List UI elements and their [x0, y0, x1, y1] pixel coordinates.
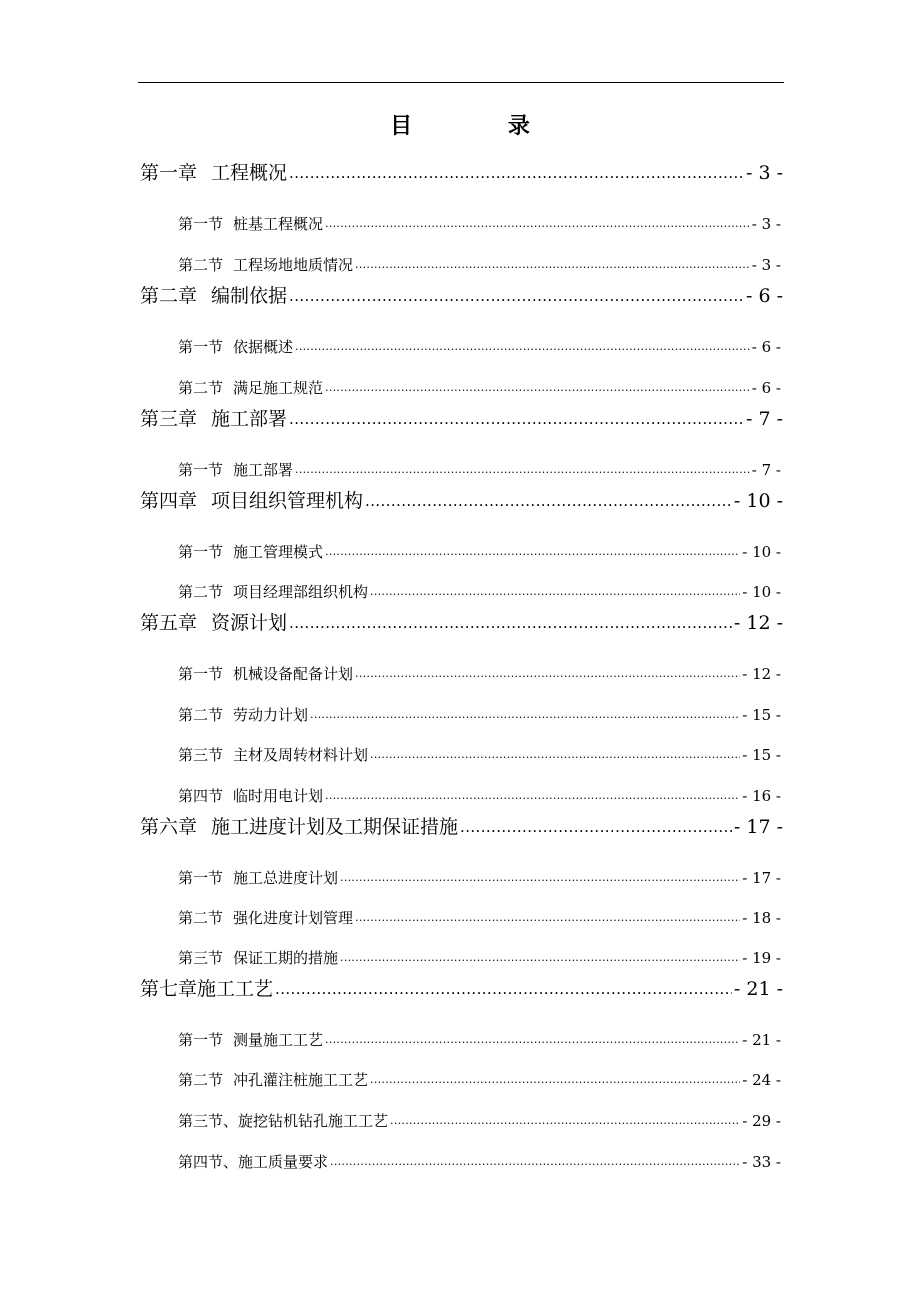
- toc-dot-leader: [325, 1028, 740, 1052]
- toc-entry-text: 强化进度计划管理: [233, 909, 354, 927]
- toc-entry-number: 第六章: [140, 816, 198, 838]
- toc-section-entry[interactable]: [178, 253, 781, 277]
- toc-entry-label: [178, 662, 353, 686]
- toc-entry-text: 保证工期的措施: [233, 949, 339, 967]
- toc-page-number: - 10 -: [742, 543, 781, 561]
- toc-page-number: - 19 -: [742, 949, 781, 967]
- toc-entry-number: 第一节: [178, 665, 224, 683]
- toc-entry-text: 施工管理模式: [233, 543, 324, 561]
- toc-entry-label: [178, 946, 338, 970]
- toc-entry-text: 施工部署: [233, 461, 294, 479]
- toc-page-number: - 17 -: [733, 816, 783, 838]
- toc-section-entry[interactable]: [178, 703, 781, 727]
- toc-page-number: - 7 -: [751, 461, 781, 479]
- toc-entry-number: 第二节: [178, 909, 224, 927]
- toc-entry-number: 第二章: [140, 285, 198, 307]
- toc-section-entry[interactable]: [178, 866, 781, 890]
- toc-dot-leader: [355, 906, 740, 930]
- toc-dot-leader: [390, 1109, 740, 1133]
- toc-section-entry[interactable]: [178, 784, 781, 808]
- toc-entry-text: 冲孔灌注桩施工工艺: [233, 1071, 369, 1089]
- toc-entry-text: 依据概述: [233, 338, 294, 356]
- toc-entry-label: [178, 703, 308, 727]
- toc-page-number: - 6 -: [751, 379, 781, 397]
- toc-entry-number: 第一节: [178, 338, 224, 356]
- toc-entry-label: [178, 1068, 368, 1092]
- toc-chapter-entry[interactable]: [140, 486, 783, 516]
- toc-entry-label: [178, 540, 323, 564]
- toc-section-entry[interactable]: [178, 335, 781, 359]
- toc-dot-leader: [275, 974, 732, 1004]
- toc-entry-text: 项目经理部组织机构: [233, 583, 369, 601]
- toc-entry-number: 第一节: [178, 869, 224, 887]
- toc-entry-text: 工程概况: [211, 162, 288, 184]
- toc-dot-leader: [355, 662, 740, 686]
- toc-dot-leader: [330, 1150, 740, 1174]
- toc-page-number: - 24 -: [742, 1071, 781, 1089]
- toc-page-number: - 29 -: [742, 1112, 781, 1130]
- toc-section-entry[interactable]: [178, 1150, 781, 1174]
- toc-page-number: - 15 -: [742, 746, 781, 764]
- toc-dot-leader: [365, 486, 732, 516]
- toc-entry-number: 第三节、: [178, 1112, 239, 1130]
- toc-dot-leader: [289, 608, 732, 638]
- toc-entry-text: 施工部署: [211, 408, 288, 430]
- toc-entry-label: [178, 1028, 323, 1052]
- toc-chapter-entry[interactable]: [140, 608, 783, 638]
- toc-entry-number: 第七章: [140, 978, 198, 1000]
- toc-entry-label: [140, 281, 287, 311]
- toc-entry-number: 第四章: [140, 490, 198, 512]
- toc-entry-label: [178, 253, 353, 277]
- toc-entry-number: 第一章: [140, 162, 198, 184]
- toc-dot-leader: [289, 404, 744, 434]
- toc-entry-number: 第二节: [178, 706, 224, 724]
- toc-dot-leader: [370, 1068, 740, 1092]
- toc-entry-text: 工程场地地质情况: [233, 256, 354, 274]
- toc-section-entry[interactable]: [178, 376, 781, 400]
- toc-section-entry[interactable]: [178, 662, 781, 686]
- toc-entry-label: [178, 212, 323, 236]
- toc-section-entry[interactable]: [178, 458, 781, 482]
- toc-entry-number: 第二节: [178, 256, 224, 274]
- toc-entry-number: 第二节: [178, 379, 224, 397]
- toc-entry-text: 施工总进度计划: [233, 869, 339, 887]
- toc-entry-label: [140, 812, 458, 842]
- toc-entry-number: 第一节: [178, 1031, 224, 1049]
- toc-entry-number: 第四节: [178, 787, 224, 805]
- toc-entry-label: [178, 335, 293, 359]
- toc-page-number: - 33 -: [742, 1153, 781, 1171]
- toc-section-entry[interactable]: [178, 946, 781, 970]
- toc-section-entry[interactable]: [178, 1109, 781, 1133]
- toc-entry-number: 第四节、: [178, 1153, 239, 1171]
- toc-entry-label: [140, 158, 287, 188]
- toc-dot-leader: [310, 703, 740, 727]
- toc-page-number: - 21 -: [733, 978, 783, 1000]
- toc-page-number: - 12 -: [742, 665, 781, 683]
- toc-dot-leader: [295, 335, 750, 359]
- toc-page-number: - 10 -: [733, 490, 783, 512]
- toc-entry-number: 第一节: [178, 215, 224, 233]
- toc-dot-leader: [460, 812, 732, 842]
- toc-entry-label: [140, 404, 287, 434]
- toc-entry-label: [178, 1109, 388, 1133]
- toc-dot-leader: [325, 784, 740, 808]
- toc-page-number: - 3 -: [745, 162, 783, 184]
- toc-entry-number: 第三章: [140, 408, 198, 430]
- toc-entry-label: [178, 1150, 328, 1174]
- toc-page-number: - 21 -: [742, 1031, 781, 1049]
- toc-chapter-entry[interactable]: [140, 281, 783, 311]
- toc-page-number: - 16 -: [742, 787, 781, 805]
- toc-entry-number: 第二节: [178, 583, 224, 601]
- toc-entry-label: [178, 866, 338, 890]
- toc-entry-label: [140, 486, 363, 516]
- toc-page-number: - 15 -: [742, 706, 781, 724]
- toc-entry-label: [178, 458, 293, 482]
- toc-dot-leader: [340, 866, 740, 890]
- toc-dot-leader: [370, 580, 740, 604]
- toc-dot-leader: [340, 946, 740, 970]
- toc-entry-text: 编制依据: [211, 285, 288, 307]
- toc-chapter-entry[interactable]: [140, 974, 783, 1004]
- toc-page-number: - 7 -: [745, 408, 783, 430]
- toc-entry-number: 第五章: [140, 612, 198, 634]
- toc-section-entry[interactable]: [178, 743, 781, 767]
- toc-entry-text: 桩基工程概况: [233, 215, 324, 233]
- toc-page-number: - 18 -: [742, 909, 781, 927]
- toc-section-entry[interactable]: [178, 212, 781, 236]
- toc-entry-label: [178, 784, 323, 808]
- toc-dot-leader: [325, 540, 740, 564]
- toc-entry-number: 第一节: [178, 543, 224, 561]
- toc-page-number: - 3 -: [751, 215, 781, 233]
- toc-entry-number: 第一节: [178, 461, 224, 479]
- toc-entry-label: [140, 608, 287, 638]
- toc-dot-leader: [355, 253, 750, 277]
- toc-page-number: - 10 -: [742, 583, 781, 601]
- toc-entry-text: 测量施工工艺: [233, 1031, 324, 1049]
- toc-section-entry[interactable]: [178, 906, 781, 930]
- toc-section-entry[interactable]: [178, 1068, 781, 1092]
- page-title: 目 录: [390, 114, 574, 139]
- toc-entry-text: 资源计划: [211, 612, 288, 634]
- toc-dot-leader: [295, 458, 750, 482]
- toc-dot-leader: [289, 158, 744, 188]
- toc-entry-text: 主材及周转材料计划: [233, 746, 369, 764]
- toc-chapter-entry[interactable]: [140, 404, 783, 434]
- toc-entry-text: 施工质量要求: [238, 1153, 329, 1171]
- toc-entry-text: 施工工艺: [197, 978, 274, 1000]
- toc-entry-text: 施工进度计划及工期保证措施: [211, 816, 459, 838]
- toc-entry-text: 旋挖钻机钻孔施工工艺: [238, 1112, 389, 1130]
- toc-dot-leader: [370, 743, 740, 767]
- toc-dot-leader: [325, 212, 750, 236]
- toc-entry-text: 劳动力计划: [233, 706, 309, 724]
- toc-section-entry[interactable]: [178, 1028, 781, 1052]
- toc-entry-label: [140, 974, 273, 1004]
- toc-entry-label: [178, 580, 368, 604]
- toc-entry-label: [178, 906, 353, 930]
- toc-dot-leader: [289, 281, 744, 311]
- toc-dot-leader: [325, 376, 750, 400]
- toc-chapter-entry[interactable]: [140, 812, 783, 842]
- toc-entry-text: 临时用电计划: [233, 787, 324, 805]
- toc-entry-text: 项目组织管理机构: [211, 490, 364, 512]
- toc-page-number: - 6 -: [745, 285, 783, 307]
- toc-entry-label: [178, 376, 323, 400]
- toc-entry-label: [178, 743, 368, 767]
- toc-entry-text: 满足施工规范: [233, 379, 324, 397]
- toc-chapter-entry[interactable]: [140, 158, 783, 188]
- toc-page-number: - 3 -: [751, 256, 781, 274]
- toc-entry-number: 第三节: [178, 949, 224, 967]
- toc-entry-number: 第三节: [178, 746, 224, 764]
- toc-page-number: - 6 -: [751, 338, 781, 356]
- toc-section-entry[interactable]: [178, 540, 781, 564]
- toc-entry-text: 机械设备配备计划: [233, 665, 354, 683]
- toc-page-number: - 17 -: [742, 869, 781, 887]
- toc-entry-number: 第二节: [178, 1071, 224, 1089]
- toc-section-entry[interactable]: [178, 580, 781, 604]
- toc-page-number: - 12 -: [733, 612, 783, 634]
